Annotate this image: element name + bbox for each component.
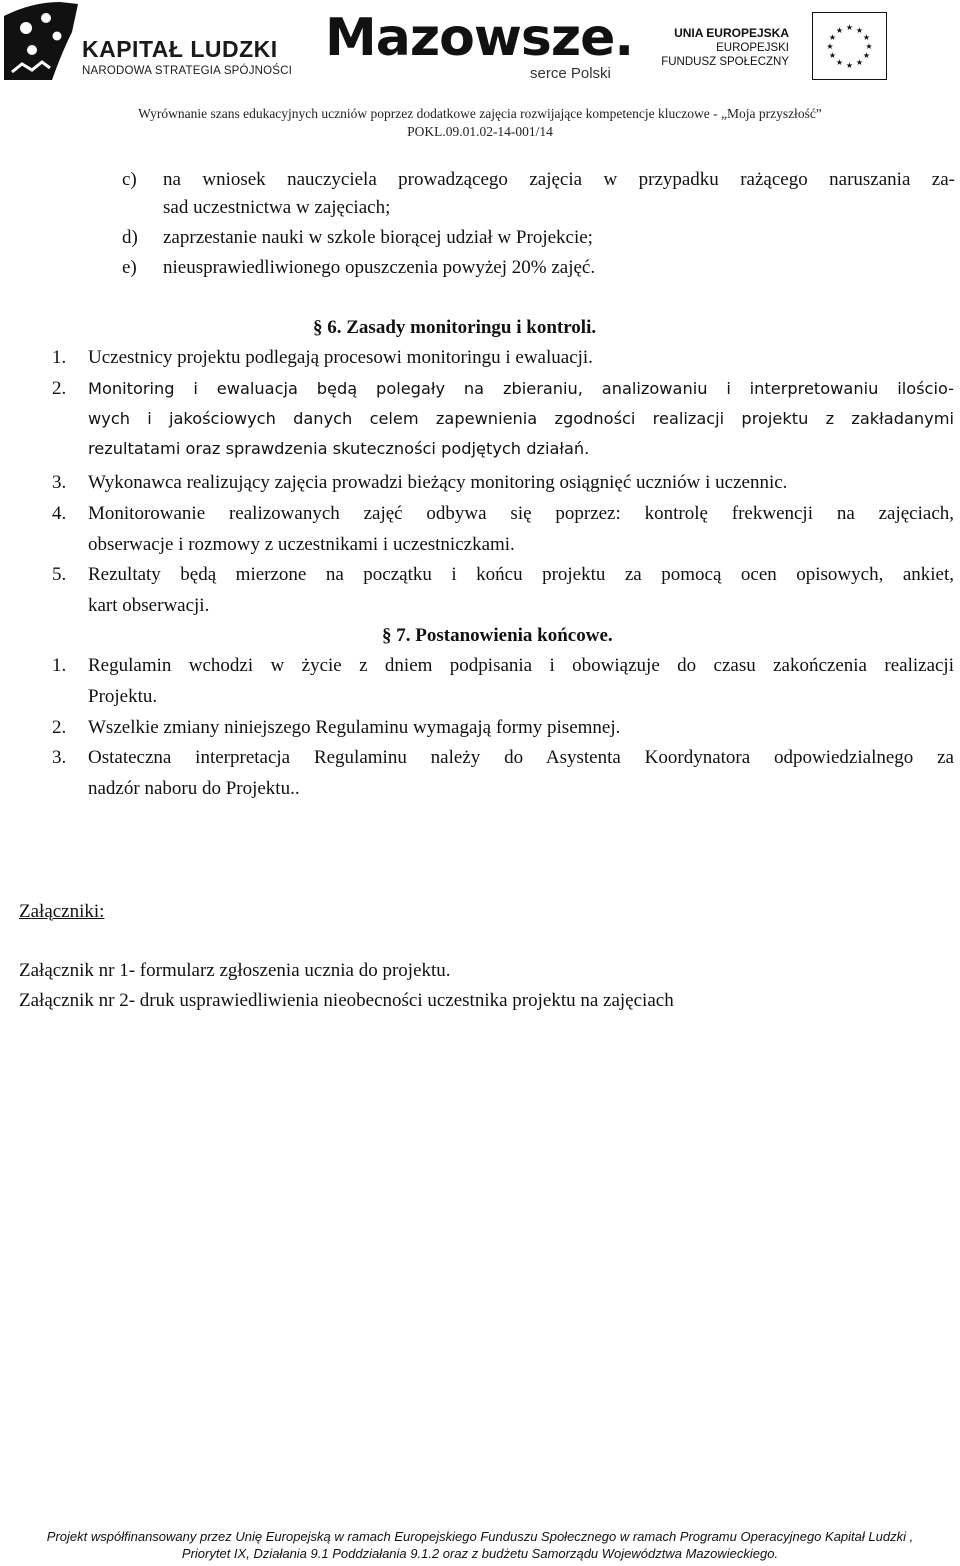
item-text: Wykonawca realizujący zajęcia prowadzi bieżący monitoring osiągnięć uczniów i uczennic.	[88, 472, 788, 493]
item-text: Rezultaty będą mierzone na początku i końcu projektu za pomocą ocen opisowych, ankiet,	[88, 564, 954, 585]
project-code: POKL.09.01.02-14-001/14	[407, 124, 553, 139]
item-text: Projektu.	[88, 686, 158, 707]
item-text: rezultatami oraz sprawdzenia skuteczności podjętych działań.	[88, 439, 590, 458]
item-text: Monitorowanie realizowanych zajęć odbywa się poprzez: kontrolę frekwencji na zajęciach,	[88, 503, 954, 524]
item-number: 3.	[52, 472, 67, 493]
eu-title: UNIA EUROPEJSKA	[674, 26, 789, 40]
attachment-item: Załącznik nr 1- formularz zgłoszenia ucznia do projektu.	[19, 960, 451, 981]
item-number: 1.	[52, 655, 67, 676]
item-text: kart obserwacji.	[88, 595, 210, 616]
footer-line: Projekt współfinansowany przez Unię Europejską w ramach Europejskiego Funduszu Społecznego w ramach Programu Operacyjnego Kapitał Ludzki ,	[46, 1529, 914, 1544]
attachment-item: Załącznik nr 2- druk usprawiedliwienia nieobecności uczestnika projektu na zajęciach	[19, 990, 674, 1011]
svg-text:★: ★	[835, 26, 844, 35]
list-item-text: nieusprawiedliwionego opuszczenia powyżej 20% zajęć.	[163, 257, 596, 278]
svg-text:★: ★	[862, 51, 871, 60]
item-number: 3.	[52, 747, 67, 768]
attachments-heading: Załączniki:	[19, 901, 105, 922]
page-header	[0, 0, 960, 150]
list-marker: d)	[122, 227, 138, 248]
item-number: 1.	[52, 347, 67, 368]
footer-line: Priorytet IX, Działania 9.1 Poddziałania 9.1.2 oraz z budżetu Samorządu Województwa Mazowieckiego.	[181, 1546, 779, 1561]
eu-logo	[661, 12, 887, 80]
kapital-ludzki-subtitle: NARODOWA STRATEGIA SPÓJNOŚCI	[82, 65, 293, 77]
item-text: Regulamin wchodzi w życie z dniem podpisania i obowiązuje do czasu zakończenia realizacji	[88, 655, 954, 676]
item-text: obserwacje i rozmowy z uczestnikami i uczestniczkami.	[88, 534, 515, 555]
mazowsze-logo	[325, 8, 634, 86]
project-title: Wyrównanie szans edukacyjnych uczniów poprzez dodatkowe zajęcia rozwijające kompetencje kluczowe - „Moja przyszłość”	[138, 106, 822, 121]
item-text: Ostateczna interpretacja Regulaminu należy do Asystenta Koordynatora odpowiedzialnego za	[88, 747, 954, 768]
list-marker: e)	[122, 257, 137, 278]
svg-text:★: ★	[862, 33, 871, 42]
item-text: Monitoring i ewaluacja będą polegały na zbieraniu, analizowaniu i interpretowaniu ilościo-	[88, 379, 954, 398]
list-item-text: sad uczestnictwa w zajęciach;	[163, 197, 391, 218]
item-text: nadzór naboru do Projektu..	[88, 778, 300, 799]
svg-text:★: ★	[845, 23, 854, 32]
svg-text:★: ★	[855, 26, 864, 35]
svg-text:★: ★	[828, 51, 837, 60]
svg-text:★: ★	[826, 42, 834, 51]
mazowsze-wordmark: Mazowsze.	[325, 8, 634, 68]
kapital-ludzki-title: KAPITAŁ LUDZKI	[82, 36, 278, 62]
svg-text:★: ★	[828, 33, 837, 42]
item-number: 5.	[52, 564, 67, 585]
list-item-text: zaprzestanie nauki w szkole biorącej udział w Projekcie;	[163, 227, 593, 248]
svg-text:★: ★	[855, 58, 864, 67]
section-7-heading: § 7. Postanowienia końcowe.	[382, 625, 613, 646]
eu-subtitle: EUROPEJSKI	[716, 42, 789, 54]
eu-flag-icon	[812, 12, 887, 80]
mazowsze-tagline: serce Polski	[530, 65, 611, 82]
item-number: 4.	[52, 503, 67, 524]
kapital-ludzki-emblem-icon	[2, 2, 80, 82]
eu-fund-name: FUNDUSZ SPOŁECZNY	[661, 56, 789, 68]
section-6-heading: § 6. Zasady monitoringu i kontroli.	[313, 317, 597, 338]
item-text: wych i jakościowych danych celem zapewnienia zgodności realizacji projektu z zakładanymi	[88, 409, 954, 428]
svg-text:★: ★	[865, 42, 873, 51]
item-number: 2.	[52, 378, 67, 399]
item-number: 2.	[52, 717, 67, 738]
page-footer	[0, 1528, 960, 1562]
item-text: Uczestnicy projektu podlegają procesowi monitoringu i ewaluacji.	[88, 347, 593, 368]
list-marker: c)	[122, 169, 137, 190]
list-item-text: na wniosek nauczyciela prowadzącego zajęcia w przypadku rażącego naruszania za-	[163, 169, 955, 190]
svg-text:★: ★	[845, 61, 854, 70]
kapital-ludzki-logo	[0, 2, 300, 84]
item-text: Wszelkie zmiany niniejszego Regulaminu wymagają formy pisemnej.	[88, 717, 621, 738]
svg-text:★: ★	[835, 58, 844, 67]
